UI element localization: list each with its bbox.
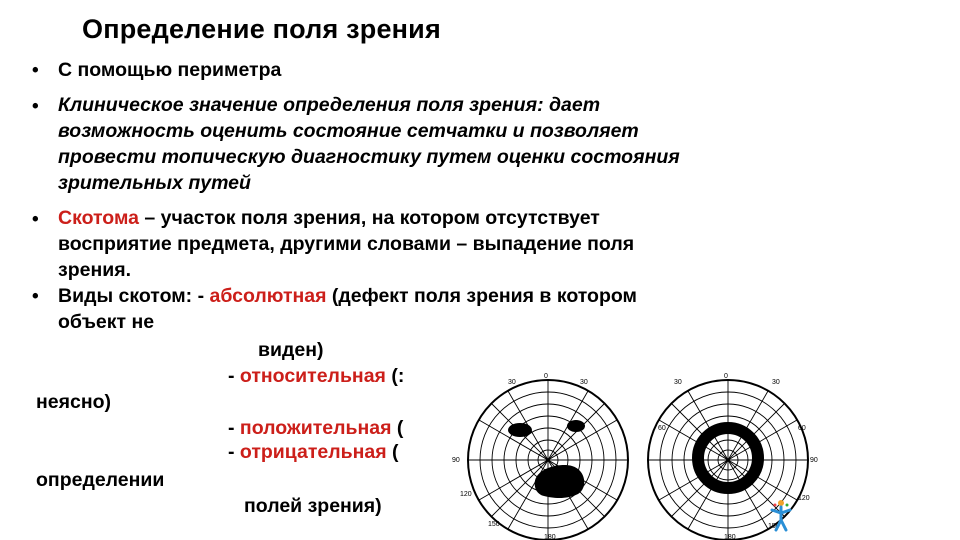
bullet-dot: • (32, 60, 39, 81)
svg-text:0: 0 (544, 373, 548, 380)
term-relative: относительная (239, 365, 386, 387)
svg-text:120: 120 (460, 491, 472, 498)
svg-text:30: 30 (674, 379, 682, 386)
bullet-4-prefix: Виды скотом: - (58, 285, 210, 307)
bullet-3-line-3: зрения. (58, 259, 132, 281)
negative-rest: ( (386, 441, 399, 463)
dash: - (228, 417, 240, 439)
bullet-3-line-2: восприятие предмета, другими словами – выпадение поля (58, 233, 635, 255)
svg-text:150: 150 (488, 521, 500, 528)
left-fragment-1: неясно) (36, 391, 112, 413)
term-scotoma: Скотома (58, 207, 139, 229)
positive-line (228, 416, 403, 441)
bullet-2-line-3: провести топическую диагностику путем оценки состояния (58, 146, 680, 168)
bullet-3-line-1-rest: – участок поля зрения, на котором отсутствует (138, 207, 600, 229)
dash: - (228, 365, 240, 387)
negative-line (228, 440, 399, 465)
relative-rest: (: (385, 365, 405, 387)
term-positive: положительная (239, 417, 392, 439)
bullet-dot: • (32, 209, 39, 230)
perimetry-chart-right (638, 370, 828, 540)
svg-text:30: 30 (580, 379, 588, 386)
bullet-3-line-1 (58, 206, 600, 231)
svg-text:180: 180 (724, 534, 736, 540)
relative-line (228, 364, 404, 389)
bullet-4-line-2: объект не (58, 311, 155, 333)
positive-rest: ( (391, 417, 404, 439)
dash: - (228, 441, 240, 463)
bullet-dot: • (32, 96, 39, 117)
perimetry-chart-left (448, 370, 648, 540)
bullet-4-line-3: виден) (258, 339, 324, 361)
bullet-1-text: С помощью периметра (58, 59, 282, 81)
svg-text:60: 60 (658, 425, 666, 432)
bullet-4-line-1 (58, 284, 637, 309)
bullet-2-line-4: зрительных путей (58, 172, 251, 194)
term-absolute: абсолютная (209, 285, 327, 307)
bullet-2-line-2: возможность оценить состояние сетчатки и позволяет (58, 120, 639, 142)
svg-text:90: 90 (452, 457, 460, 464)
svg-text:30: 30 (772, 379, 780, 386)
left-fragment-2: определении (36, 469, 165, 491)
svg-text:60: 60 (798, 425, 806, 432)
bullet-4-last-line: полей зрения) (244, 495, 382, 517)
svg-text:180: 180 (544, 534, 556, 540)
bullet-4-absolute-rest: (дефект поля зрения в котором (326, 285, 637, 307)
svg-text:150: 150 (768, 523, 780, 530)
slide-title: Определение поля зрения (82, 14, 441, 44)
svg-text:90: 90 (810, 457, 818, 464)
bullet-2-line-1: Клиническое значение определения поля зрения: дает (58, 94, 601, 116)
svg-text:120: 120 (798, 495, 810, 502)
svg-text:30: 30 (508, 379, 516, 386)
bullet-dot: • (32, 286, 39, 307)
term-negative: отрицательная (239, 441, 387, 463)
site-logo-icon (768, 496, 794, 536)
chart-grid (468, 380, 628, 540)
svg-text:0: 0 (724, 373, 728, 380)
